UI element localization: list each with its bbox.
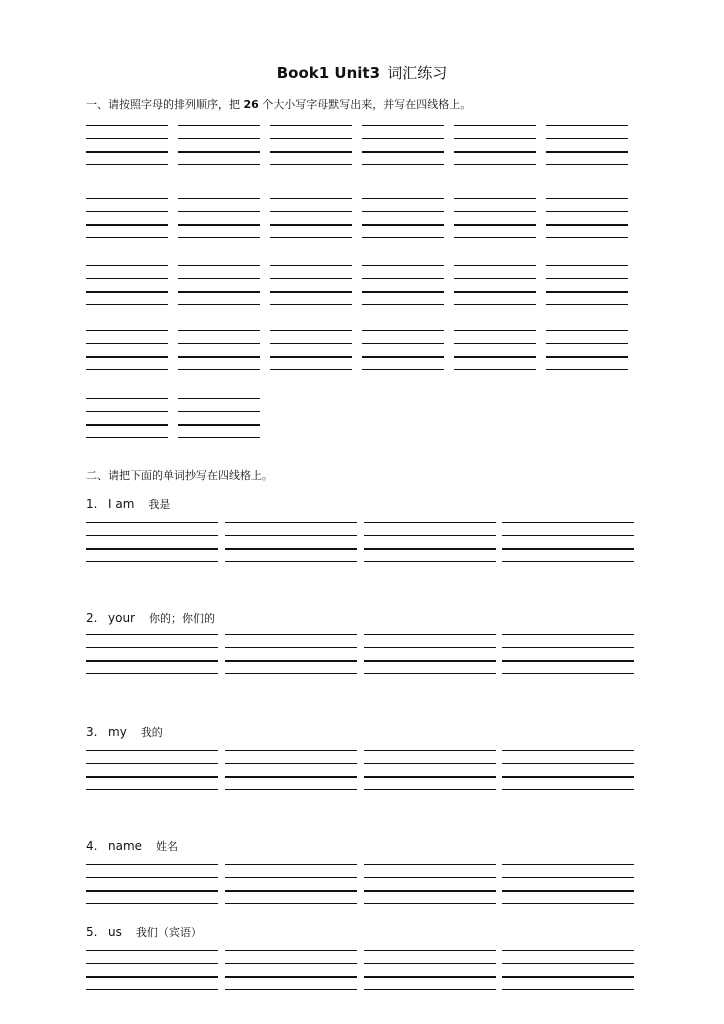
grid-line: [454, 291, 536, 293]
grid-line: [86, 369, 168, 370]
grid-line: [546, 330, 628, 331]
grid-line: [225, 989, 357, 990]
grid-line: [364, 877, 496, 878]
word-writing-grid[interactable]: [225, 750, 357, 790]
grid-line: [86, 211, 168, 212]
grid-line: [546, 278, 628, 279]
word-label: [86, 724, 163, 740]
grid-line: [362, 151, 444, 153]
word-chinese: 我是: [148, 498, 171, 511]
letter-writing-grid[interactable]: [362, 330, 444, 370]
word-english: name: [108, 839, 143, 853]
section1-instruction-before: 一、请按照字母的排列顺序，把: [86, 98, 244, 111]
grid-line: [178, 237, 260, 238]
grid-line: [178, 398, 260, 399]
grid-line: [546, 265, 628, 266]
letter-writing-grid[interactable]: [86, 125, 168, 165]
grid-line: [225, 634, 357, 635]
word-chinese: 你的；你们的: [148, 612, 215, 625]
word-writing-grid[interactable]: [364, 864, 496, 904]
grid-line: [364, 561, 496, 562]
grid-line: [270, 330, 352, 331]
letter-writing-grid[interactable]: [546, 330, 628, 370]
grid-line: [546, 211, 628, 212]
grid-line: [502, 522, 634, 523]
letter-writing-grid[interactable]: [546, 265, 628, 305]
grid-line: [225, 963, 357, 964]
grid-line: [454, 304, 536, 305]
grid-line: [502, 535, 634, 536]
grid-line: [364, 776, 496, 778]
grid-line: [546, 151, 628, 153]
word-number: 1.: [86, 497, 98, 511]
word-writing-grid[interactable]: [502, 950, 634, 990]
grid-line: [502, 890, 634, 892]
grid-line: [546, 369, 628, 370]
letter-writing-grid[interactable]: [454, 265, 536, 305]
grid-line: [178, 411, 260, 412]
word-chinese: 姓名: [156, 840, 179, 853]
grid-line: [225, 750, 357, 751]
grid-line: [178, 211, 260, 212]
letter-writing-grid[interactable]: [546, 125, 628, 165]
word-writing-grid[interactable]: [86, 522, 218, 562]
grid-line: [225, 976, 357, 978]
grid-line: [454, 278, 536, 279]
word-writing-grid[interactable]: [225, 950, 357, 990]
grid-line: [225, 789, 357, 790]
grid-line: [362, 138, 444, 139]
grid-line: [86, 535, 218, 536]
grid-line: [454, 224, 536, 226]
grid-line: [270, 265, 352, 266]
grid-line: [270, 291, 352, 293]
grid-line: [454, 330, 536, 331]
grid-line: [86, 989, 218, 990]
grid-line: [225, 561, 357, 562]
grid-line: [454, 265, 536, 266]
grid-line: [270, 278, 352, 279]
grid-line: [364, 763, 496, 764]
grid-line: [86, 877, 218, 878]
word-writing-grid[interactable]: [86, 864, 218, 904]
grid-line: [546, 224, 628, 226]
grid-line: [454, 151, 536, 153]
grid-line: [364, 989, 496, 990]
grid-line: [86, 963, 218, 964]
section2-instruction: 二、请把下面的单词抄写在四线格上。: [86, 469, 273, 482]
grid-line: [225, 903, 357, 904]
grid-line: [454, 138, 536, 139]
grid-line: [502, 776, 634, 778]
grid-line: [502, 864, 634, 865]
grid-line: [362, 164, 444, 165]
word-number: 4.: [86, 839, 98, 853]
grid-line: [86, 522, 218, 523]
grid-line: [546, 304, 628, 305]
grid-line: [86, 437, 168, 438]
grid-line: [86, 330, 168, 331]
grid-line: [178, 437, 260, 438]
grid-line: [225, 673, 357, 674]
grid-line: [86, 411, 168, 412]
word-chinese: 我的: [140, 726, 163, 739]
grid-line: [364, 963, 496, 964]
grid-line: [502, 548, 634, 550]
grid-line: [86, 151, 168, 153]
letter-writing-grid[interactable]: [86, 398, 168, 438]
word-writing-grid[interactable]: [86, 634, 218, 674]
grid-line: [86, 634, 218, 635]
letter-writing-grid[interactable]: [362, 198, 444, 238]
grid-line: [362, 278, 444, 279]
grid-line: [362, 304, 444, 305]
grid-line: [86, 548, 218, 550]
grid-line: [225, 890, 357, 892]
grid-line: [86, 950, 218, 951]
word-label: [86, 496, 170, 512]
grid-line: [86, 424, 168, 426]
grid-line: [364, 750, 496, 751]
grid-line: [86, 789, 218, 790]
word-writing-grid[interactable]: [364, 750, 496, 790]
section1-instruction-number: 26: [243, 98, 259, 111]
grid-line: [86, 976, 218, 978]
word-number: 5.: [86, 925, 98, 939]
grid-line: [86, 660, 218, 662]
grid-line: [86, 138, 168, 139]
word-writing-grid[interactable]: [225, 864, 357, 904]
grid-line: [86, 265, 168, 266]
grid-line: [454, 237, 536, 238]
word-writing-grid[interactable]: [86, 950, 218, 990]
grid-line: [86, 903, 218, 904]
grid-line: [364, 976, 496, 978]
grid-line: [364, 673, 496, 674]
word-writing-grid[interactable]: [225, 522, 357, 562]
grid-line: [362, 330, 444, 331]
grid-line: [86, 561, 218, 562]
grid-line: [502, 989, 634, 990]
grid-line: [502, 789, 634, 790]
section1-instruction-after: 个大小写字母默写出来，并写在四线格上。: [258, 98, 472, 111]
word-english: your: [108, 611, 135, 625]
grid-line: [364, 660, 496, 662]
grid-line: [364, 535, 496, 536]
grid-line: [546, 291, 628, 293]
grid-line: [270, 125, 352, 126]
grid-line: [364, 548, 496, 550]
grid-line: [362, 211, 444, 212]
grid-line: [178, 151, 260, 153]
grid-line: [86, 278, 168, 279]
grid-line: [454, 211, 536, 212]
letter-writing-grid[interactable]: [362, 125, 444, 165]
grid-line: [86, 304, 168, 305]
grid-line: [362, 237, 444, 238]
word-writing-grid[interactable]: [502, 864, 634, 904]
letter-writing-grid[interactable]: [454, 125, 536, 165]
grid-line: [364, 864, 496, 865]
word-writing-grid[interactable]: [502, 750, 634, 790]
grid-line: [225, 776, 357, 778]
word-writing-grid[interactable]: [502, 634, 634, 674]
grid-line: [546, 138, 628, 139]
grid-line: [86, 673, 218, 674]
grid-line: [270, 237, 352, 238]
word-writing-grid[interactable]: [502, 522, 634, 562]
word-label: [86, 610, 215, 626]
grid-line: [225, 647, 357, 648]
letter-writing-grid[interactable]: [178, 265, 260, 305]
grid-line: [502, 903, 634, 904]
grid-line: [178, 198, 260, 199]
grid-line: [86, 890, 218, 892]
grid-line: [362, 224, 444, 226]
grid-line: [86, 750, 218, 751]
grid-line: [86, 198, 168, 199]
letter-writing-grid[interactable]: [362, 265, 444, 305]
grid-line: [270, 198, 352, 199]
grid-line: [86, 237, 168, 238]
grid-line: [502, 634, 634, 635]
grid-line: [86, 763, 218, 764]
grid-line: [225, 548, 357, 550]
word-number: 3.: [86, 725, 98, 739]
grid-line: [546, 198, 628, 199]
grid-line: [502, 750, 634, 751]
grid-line: [86, 343, 168, 344]
letter-writing-grid[interactable]: [546, 198, 628, 238]
grid-line: [270, 304, 352, 305]
grid-line: [546, 237, 628, 238]
title-english: Book1 Unit3: [276, 64, 381, 82]
letter-writing-grid[interactable]: [178, 198, 260, 238]
grid-line: [454, 125, 536, 126]
grid-line: [502, 976, 634, 978]
grid-line: [364, 950, 496, 951]
grid-line: [270, 343, 352, 344]
grid-line: [362, 291, 444, 293]
grid-line: [364, 522, 496, 523]
grid-line: [364, 647, 496, 648]
grid-line: [178, 224, 260, 226]
grid-line: [86, 125, 168, 126]
grid-line: [178, 138, 260, 139]
title-chinese: 词汇练习: [387, 64, 448, 82]
grid-line: [454, 164, 536, 165]
grid-line: [502, 561, 634, 562]
grid-line: [502, 660, 634, 662]
grid-line: [502, 963, 634, 964]
grid-line: [270, 151, 352, 153]
grid-line: [178, 356, 260, 358]
grid-line: [178, 330, 260, 331]
grid-line: [546, 164, 628, 165]
grid-line: [454, 369, 536, 370]
grid-line: [178, 278, 260, 279]
grid-line: [362, 125, 444, 126]
grid-line: [225, 535, 357, 536]
word-number: 2.: [86, 611, 98, 625]
grid-line: [454, 343, 536, 344]
grid-line: [362, 356, 444, 358]
grid-line: [86, 224, 168, 226]
grid-line: [225, 950, 357, 951]
grid-line: [225, 660, 357, 662]
grid-line: [270, 164, 352, 165]
grid-line: [546, 125, 628, 126]
word-label: [86, 838, 178, 854]
letter-writing-grid[interactable]: [86, 330, 168, 370]
grid-line: [225, 877, 357, 878]
word-writing-grid[interactable]: [86, 750, 218, 790]
grid-line: [364, 634, 496, 635]
grid-line: [86, 398, 168, 399]
grid-line: [546, 343, 628, 344]
word-writing-grid[interactable]: [364, 634, 496, 674]
letter-writing-grid[interactable]: [86, 198, 168, 238]
grid-line: [86, 164, 168, 165]
grid-line: [86, 356, 168, 358]
grid-line: [364, 890, 496, 892]
grid-line: [86, 864, 218, 865]
grid-line: [362, 198, 444, 199]
grid-line: [502, 647, 634, 648]
grid-line: [225, 763, 357, 764]
letter-writing-grid[interactable]: [178, 125, 260, 165]
grid-line: [362, 265, 444, 266]
word-writing-grid[interactable]: [364, 950, 496, 990]
letter-writing-grid[interactable]: [86, 265, 168, 305]
grid-line: [178, 291, 260, 293]
letter-writing-grid[interactable]: [454, 330, 536, 370]
grid-line: [502, 673, 634, 674]
grid-line: [502, 763, 634, 764]
grid-line: [86, 647, 218, 648]
grid-line: [178, 265, 260, 266]
grid-line: [225, 522, 357, 523]
letter-writing-grid[interactable]: [178, 398, 260, 438]
letter-writing-grid[interactable]: [178, 330, 260, 370]
grid-line: [225, 864, 357, 865]
section1-instruction: [86, 96, 471, 112]
grid-line: [502, 877, 634, 878]
grid-line: [362, 369, 444, 370]
grid-line: [364, 903, 496, 904]
grid-line: [178, 424, 260, 426]
grid-line: [270, 369, 352, 370]
word-english: us: [108, 925, 122, 939]
grid-line: [86, 776, 218, 778]
word-english: my: [108, 725, 127, 739]
grid-line: [364, 789, 496, 790]
letter-writing-grid[interactable]: [454, 198, 536, 238]
word-writing-grid[interactable]: [364, 522, 496, 562]
grid-line: [86, 291, 168, 293]
grid-line: [454, 356, 536, 358]
word-label: [86, 924, 202, 940]
grid-line: [270, 211, 352, 212]
grid-line: [178, 304, 260, 305]
grid-line: [546, 356, 628, 358]
grid-line: [178, 164, 260, 165]
word-writing-grid[interactable]: [225, 634, 357, 674]
letter-writing-grid[interactable]: [270, 265, 352, 305]
grid-line: [362, 343, 444, 344]
grid-line: [502, 950, 634, 951]
grid-line: [270, 224, 352, 226]
letter-writing-grid[interactable]: [270, 198, 352, 238]
grid-line: [454, 198, 536, 199]
grid-line: [178, 343, 260, 344]
grid-line: [270, 138, 352, 139]
grid-line: [178, 369, 260, 370]
letter-writing-grid[interactable]: [270, 125, 352, 165]
word-english: I am: [108, 497, 135, 511]
grid-line: [178, 125, 260, 126]
letter-writing-grid[interactable]: [270, 330, 352, 370]
grid-line: [270, 356, 352, 358]
page-title: [0, 62, 724, 83]
word-chinese: 我们（宾语）: [135, 926, 202, 939]
